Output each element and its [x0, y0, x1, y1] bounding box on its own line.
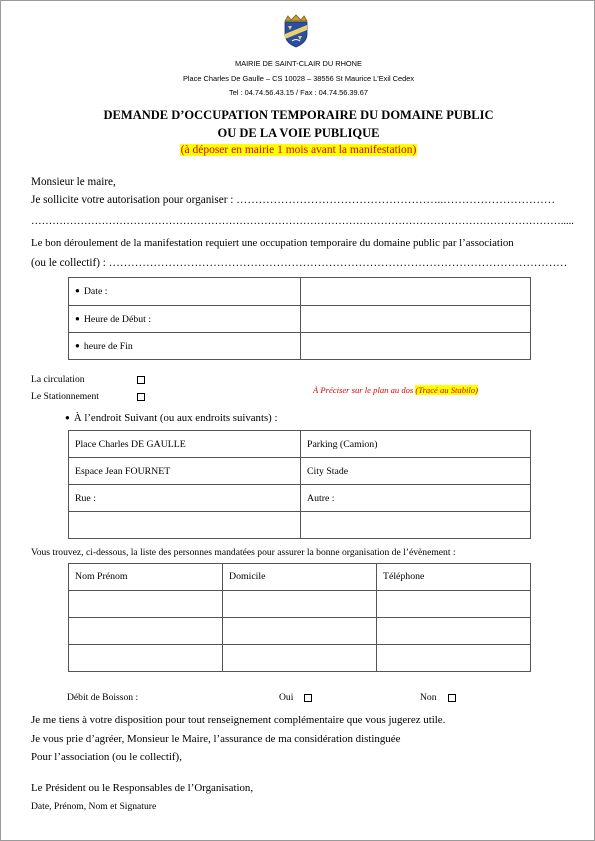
boisson-non-label: Non — [420, 692, 437, 703]
location-extra-left[interactable] — [69, 512, 301, 539]
table-row — [69, 306, 531, 333]
mairie-address: Place Charles De Gaulle – CS 10028 – 38556 St Maurice L'Exil Cedex — [182, 74, 415, 83]
form-title-line2: OU DE LA VOIE PUBLIQUE — [217, 126, 380, 140]
person-phone-cell[interactable] — [377, 618, 531, 645]
person-name-cell[interactable] — [69, 645, 223, 672]
table-row — [69, 512, 531, 539]
locations-heading: ● À l’endroit Suivant (ou aux endroits suivants) : — [65, 412, 277, 424]
table-row — [69, 333, 531, 360]
column-header-domicile: Domicile — [223, 564, 377, 591]
person-domicile-cell[interactable] — [223, 645, 377, 672]
coat-of-arms-icon — [282, 14, 310, 48]
person-phone-cell[interactable] — [377, 645, 531, 672]
location-extra-right[interactable] — [301, 512, 531, 539]
stationnement-checkbox[interactable] — [137, 393, 145, 401]
signature-fields[interactable]: Date, Prénom, Nom et Signature — [31, 801, 157, 812]
start-time-label: ● Heure de Début : — [69, 306, 301, 333]
location-parking[interactable]: Parking (Camion) — [301, 431, 531, 458]
location-autre[interactable]: Autre : — [301, 485, 531, 512]
occupation-line: Le bon déroulement de la manifestation requiert une occupation temporaire du domaine public par l’association — [31, 237, 514, 249]
column-header-name: Nom Prénom — [69, 564, 223, 591]
table-row — [69, 618, 531, 645]
persons-intro: Vous trouvez, ci-dessous, la liste des personnes mandatées pour assurer la bonne organisation de l’évènement : — [31, 547, 456, 558]
date-label: ● Date : — [69, 278, 301, 306]
mairie-name: MAIRIE DE SAINT-CLAIR DU RHONE — [235, 59, 362, 68]
form-title-line1: DEMANDE D’OCCUPATION TEMPORAIRE DU DOMAINE PUBLIC — [103, 108, 494, 122]
person-phone-cell[interactable] — [377, 591, 531, 618]
collectif-line[interactable]: (ou le collectif) : …………………………………………………………………………………………………………… — [31, 257, 568, 269]
mairie-phone: Tel : 04.74.56.43.15 / Fax : 04.74.56.39.67 — [229, 88, 368, 97]
locations-table — [68, 430, 531, 539]
circulation-label: La circulation — [31, 374, 85, 385]
closing-line3: Pour l’association (ou le collectif), — [31, 751, 182, 763]
deposit-notice: (à déposer en mairie 1 mois avant la manifestation) — [180, 144, 417, 156]
persons-table — [68, 563, 531, 672]
person-name-cell[interactable] — [69, 591, 223, 618]
person-name-cell[interactable] — [69, 618, 223, 645]
person-domicile-cell[interactable] — [223, 618, 377, 645]
signature-title: Le Président ou le Responsables de l’Organisation, — [31, 782, 254, 794]
circulation-checkbox[interactable] — [137, 376, 145, 384]
location-rue[interactable]: Rue : — [69, 485, 301, 512]
boisson-oui-checkbox[interactable] — [304, 694, 312, 702]
location-espace-fournet[interactable]: Espace Jean FOURNET — [69, 458, 301, 485]
start-time-field[interactable] — [301, 306, 531, 333]
salutation: Monsieur le maire, — [31, 176, 116, 188]
closing-line1: Je me tiens à votre disposition pour tout renseignement complémentaire que vous jugerez utile. — [31, 714, 446, 726]
closing-line2: Je vous prie d’agréer, Monsieur le Maire, l’assurance de ma considération distinguée — [31, 733, 401, 745]
boisson-label: Débit de Boisson : — [67, 692, 139, 703]
column-header-telephone: Téléphone — [377, 564, 531, 591]
dates-table — [68, 277, 531, 360]
request-dots-line[interactable]: ……………………………………………………………………………………………………………………………………..... — [31, 216, 574, 227]
date-field[interactable] — [301, 278, 531, 306]
table-row — [69, 485, 531, 512]
table-row — [69, 645, 531, 672]
end-time-field[interactable] — [301, 333, 531, 360]
request-line[interactable]: Je sollicite votre autorisation pour organiser : ………………………………………………..………………………… — [31, 194, 556, 206]
table-row — [69, 458, 531, 485]
plan-note: À Préciser sur le plan au dos (Tracé au Stabilo) — [313, 385, 478, 395]
stationnement-label: Le Stationnement — [31, 391, 99, 402]
table-row — [69, 591, 531, 618]
boisson-oui-label: Oui — [279, 692, 294, 703]
boisson-non-checkbox[interactable] — [448, 694, 456, 702]
location-city-stade[interactable]: City Stade — [301, 458, 531, 485]
table-row — [69, 278, 531, 306]
table-row — [69, 564, 531, 591]
person-domicile-cell[interactable] — [223, 591, 377, 618]
location-place-de-gaulle[interactable]: Place Charles DE GAULLE — [69, 431, 301, 458]
table-row — [69, 431, 531, 458]
end-time-label: ● heure de Fin — [69, 333, 301, 360]
